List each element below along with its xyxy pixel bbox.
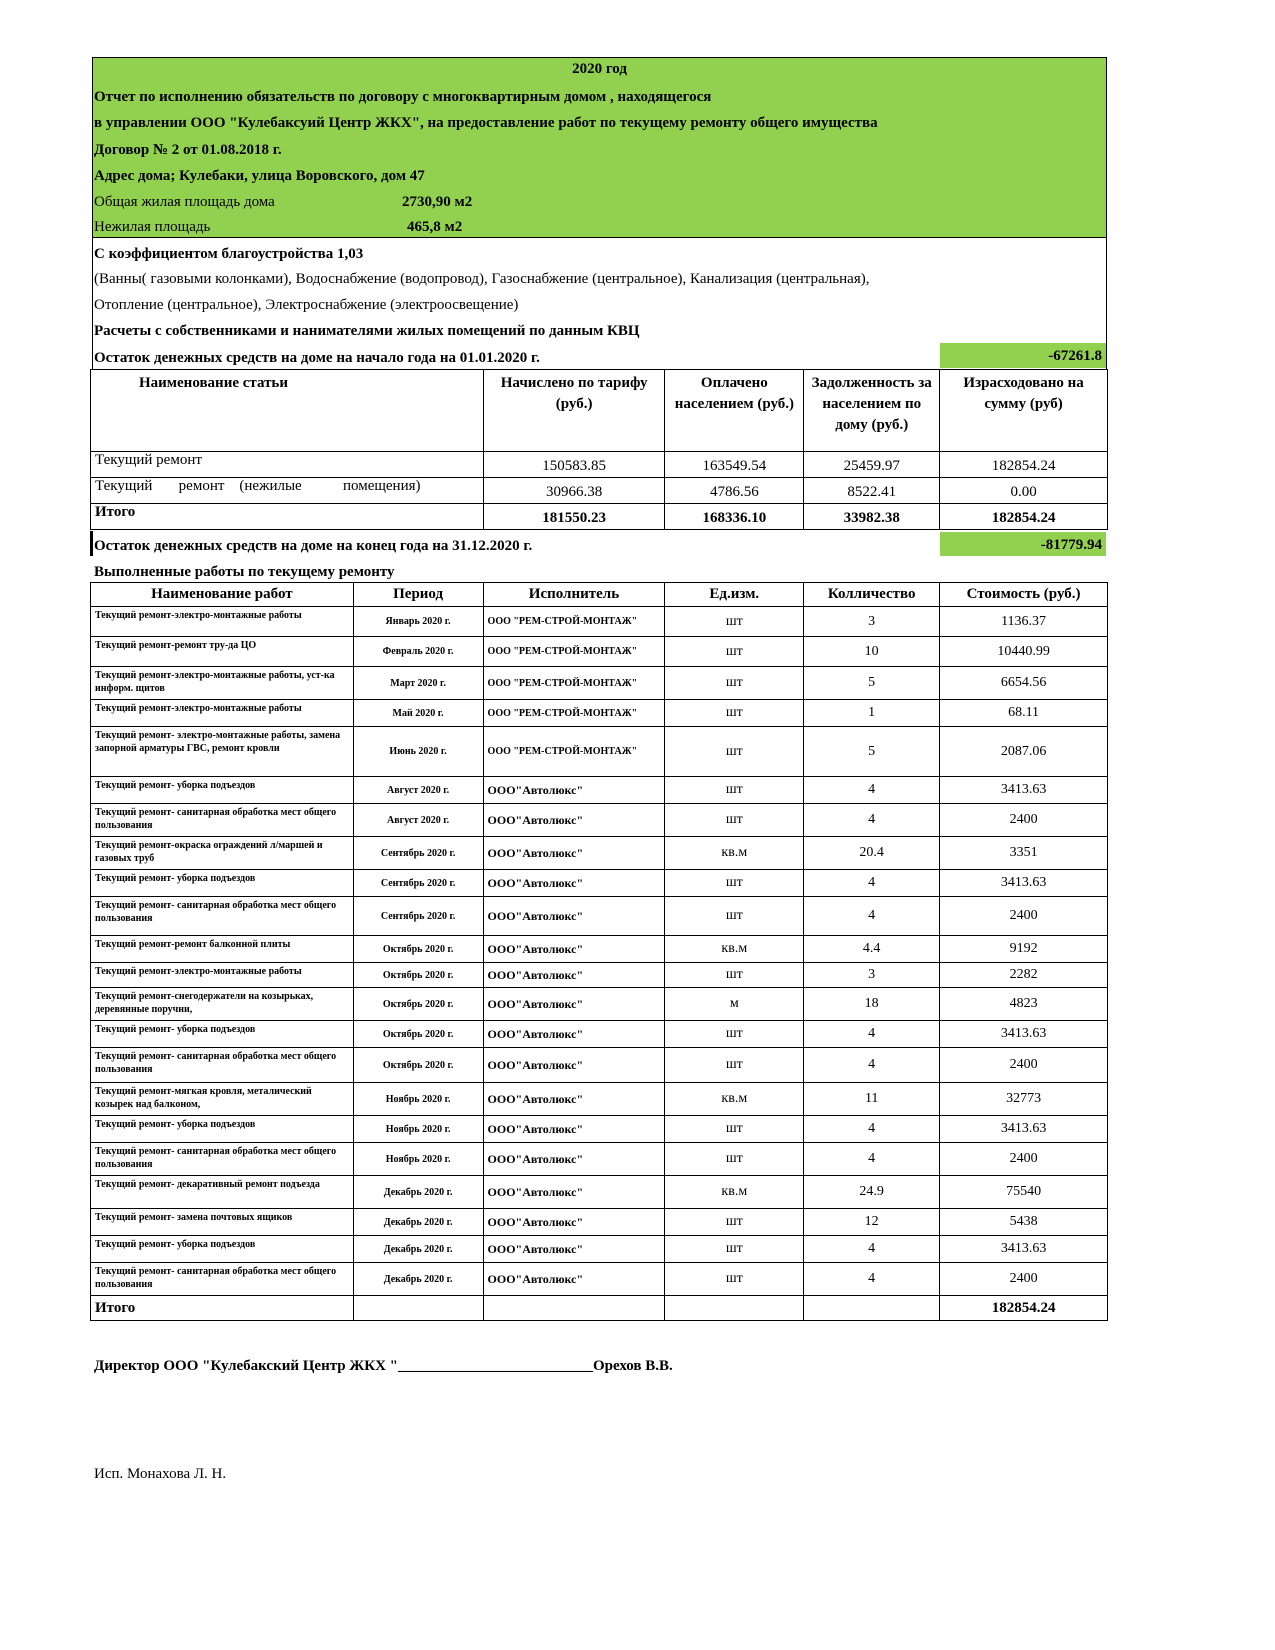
- works-row-cost: 2282: [940, 963, 1108, 988]
- works-row-executor: ООО "РЕМ-СТРОЙ-МОНТАЖ": [483, 637, 665, 667]
- works-row-qty: 4: [804, 777, 940, 804]
- works-row-name: Текущий ремонт- санитарная обработка мест общего пользования: [91, 897, 354, 936]
- finance-total-charged: 181550.23: [483, 504, 665, 530]
- works-row-cost: 68.11: [940, 700, 1108, 727]
- works-row-period: Январь 2020 г.: [353, 607, 483, 637]
- works-row: [91, 1083, 1108, 1116]
- works-row-period: Ноябрь 2020 г.: [353, 1083, 483, 1116]
- works-row-qty: 4.4: [804, 936, 940, 963]
- works-row-cost: 2087.06: [940, 727, 1108, 777]
- works-row-cost: 32773: [940, 1083, 1108, 1116]
- works-row: [91, 1263, 1108, 1296]
- works-total-empty: [804, 1296, 940, 1321]
- finance-total-paid: 168336.10: [665, 504, 804, 530]
- works-row-unit: шт: [665, 700, 804, 727]
- works-row-period: Март 2020 г.: [353, 667, 483, 700]
- works-row-executor: ООО "РЕМ-СТРОЙ-МОНТАЖ": [483, 727, 665, 777]
- works-total-empty: [483, 1296, 665, 1321]
- works-row-executor: ООО"Автолюкс": [483, 1116, 665, 1143]
- works-row-cost: 2400: [940, 804, 1108, 837]
- works-row-qty: 10: [804, 637, 940, 667]
- works-row-unit: шт: [665, 963, 804, 988]
- settlements-text: Расчеты с собственниками и нанимателями жилых помещений по данным КВЦ: [94, 323, 640, 339]
- works-row-executor: ООО"Автолюкс": [483, 1176, 665, 1209]
- amenities-line2: Отопление (центральное), Электроснабжение (электроосвещение): [94, 297, 519, 313]
- balance-end-value: -81779.94: [940, 532, 1106, 556]
- works-row-name: Текущий ремонт- уборка подъездов: [91, 1236, 354, 1263]
- works-row-name: Текущий ремонт- декаративный ремонт подъезда: [91, 1176, 354, 1209]
- works-row-executor: ООО"Автолюкс": [483, 1236, 665, 1263]
- works-row-unit: шт: [665, 1116, 804, 1143]
- works-row-unit: кв.м: [665, 837, 804, 870]
- works-row-cost: 3413.63: [940, 1116, 1108, 1143]
- works-row-executor: ООО"Автолюкс": [483, 988, 665, 1021]
- balance-end-label: Остаток денежных средств на доме на конец года на 31.12.2020 г.: [94, 538, 533, 554]
- works-row-unit: шт: [665, 1263, 804, 1296]
- works-row: [91, 1143, 1108, 1176]
- works-row-period: Май 2020 г.: [353, 700, 483, 727]
- works-row-unit: шт: [665, 1236, 804, 1263]
- works-row-cost: 10440.99: [940, 637, 1108, 667]
- works-row-qty: 24.9: [804, 1176, 940, 1209]
- works-row-name: Текущий ремонт-окраска ограждений л/маршей и газовых труб: [91, 837, 354, 870]
- director-signature: Директор ООО "Кулебакский Центр ЖКХ "__________________________Орехов В.В.: [94, 1358, 673, 1374]
- works-row-cost: 4823: [940, 988, 1108, 1021]
- works-row-cost: 2400: [940, 1143, 1108, 1176]
- works-row-cost: 1136.37: [940, 607, 1108, 637]
- works-row-cost: 3413.63: [940, 1236, 1108, 1263]
- works-row-qty: 3: [804, 607, 940, 637]
- works-row-period: Сентябрь 2020 г.: [353, 897, 483, 936]
- works-row-period: Февраль 2020 г.: [353, 637, 483, 667]
- works-row-executor: ООО"Автолюкс": [483, 963, 665, 988]
- works-row-period: Июнь 2020 г.: [353, 727, 483, 777]
- works-row-unit: м: [665, 988, 804, 1021]
- works-row: [91, 1116, 1108, 1143]
- finance-col-paid: Оплачено населением (руб.): [665, 370, 804, 452]
- works-row-unit: шт: [665, 870, 804, 897]
- works-col-qty: Колличество: [804, 583, 940, 607]
- works-row-qty: 4: [804, 1263, 940, 1296]
- finance-col-charged: Начислено по тарифу (руб.): [483, 370, 665, 452]
- works-row-name: Текущий ремонт- санитарная обработка мест общего пользования: [91, 1143, 354, 1176]
- works-col-name: Наименование работ: [91, 583, 354, 607]
- works-row-cost: 2400: [940, 1263, 1108, 1296]
- works-row-unit: шт: [665, 727, 804, 777]
- works-row-qty: 4: [804, 1048, 940, 1083]
- works-row-qty: 1: [804, 700, 940, 727]
- works-row: [91, 1209, 1108, 1236]
- works-row-qty: 4: [804, 870, 940, 897]
- works-row-cost: 3351: [940, 837, 1108, 870]
- works-row-cost: 5438: [940, 1209, 1108, 1236]
- finance-row: [91, 452, 1108, 478]
- house-address: Адрес дома; Кулебаки, улица Воровского, дом 47: [94, 168, 425, 184]
- works-row: [91, 936, 1108, 963]
- works-row-unit: кв.м: [665, 936, 804, 963]
- works-row-name: Текущий ремонт- уборка подъездов: [91, 777, 354, 804]
- works-row-executor: ООО"Автолюкс": [483, 804, 665, 837]
- works-row: [91, 837, 1108, 870]
- amenities-line1: (Ванны( газовыми колонками), Водоснабжение (водопровод), Газоснабжение (центральное), Канализация (центральная),: [94, 271, 870, 287]
- works-row-executor: ООО"Автолюкс": [483, 1048, 665, 1083]
- finance-row-paid: 163549.54: [665, 452, 804, 478]
- works-row-period: Декабрь 2020 г.: [353, 1236, 483, 1263]
- works-row: [91, 1176, 1108, 1209]
- works-row-period: Ноябрь 2020 г.: [353, 1116, 483, 1143]
- works-col-period: Период: [353, 583, 483, 607]
- living-area-label: Общая жилая площадь дома: [94, 194, 275, 210]
- works-row-unit: кв.м: [665, 1176, 804, 1209]
- works-row-unit: шт: [665, 1209, 804, 1236]
- works-row-qty: 4: [804, 1116, 940, 1143]
- works-title: Выполненные работы по текущему ремонту: [94, 564, 395, 580]
- works-row-unit: шт: [665, 1021, 804, 1048]
- works-total-label: Итого: [91, 1296, 354, 1321]
- works-row-executor: ООО"Автолюкс": [483, 1143, 665, 1176]
- works-row-cost: 3413.63: [940, 870, 1108, 897]
- works-row-name: Текущий ремонт- замена почтовых ящиков: [91, 1209, 354, 1236]
- works-row-unit: шт: [665, 637, 804, 667]
- finance-col-name: Наименование статьи: [91, 370, 484, 452]
- works-row-unit: шт: [665, 607, 804, 637]
- works-row-name: Текущий ремонт-электро-монтажные работы: [91, 963, 354, 988]
- works-total-row: [91, 1296, 1108, 1321]
- works-row-executor: ООО"Автолюкс": [483, 1083, 665, 1116]
- works-row-executor: ООО"Автолюкс": [483, 897, 665, 936]
- works-row-qty: 5: [804, 727, 940, 777]
- works-row-qty: 4: [804, 1021, 940, 1048]
- works-row-name: Текущий ремонт- санитарная обработка мест общего пользования: [91, 1263, 354, 1296]
- living-area-value: 2730,90 м2: [402, 194, 473, 210]
- works-row-period: Октябрь 2020 г.: [353, 988, 483, 1021]
- works-row: [91, 1048, 1108, 1083]
- finance-table: [90, 369, 1108, 530]
- works-row: [91, 637, 1108, 667]
- finance-row-charged: 30966.38: [483, 478, 665, 504]
- works-row-period: Сентябрь 2020 г.: [353, 870, 483, 897]
- works-row-name: Текущий ремонт- уборка подъездов: [91, 1116, 354, 1143]
- works-row-cost: 9192: [940, 936, 1108, 963]
- works-row-qty: 20.4: [804, 837, 940, 870]
- works-row-period: Август 2020 г.: [353, 777, 483, 804]
- works-row-executor: ООО"Автолюкс": [483, 1021, 665, 1048]
- works-row-name: Текущий ремонт- санитарная обработка мест общего пользования: [91, 804, 354, 837]
- works-row-unit: шт: [665, 777, 804, 804]
- report-title-line2: в управлении ООО "Кулебаксуий Центр ЖКХ", на предоставление работ по текущему ремонту общего имущества: [94, 115, 878, 131]
- finance-col-spent: Израсходовано на сумму (руб): [940, 370, 1108, 452]
- works-row: [91, 777, 1108, 804]
- finance-row-name: Текущий ремонт: [91, 452, 484, 478]
- works-row-name: Текущий ремонт- уборка подъездов: [91, 870, 354, 897]
- works-header-row: [91, 583, 1108, 607]
- finance-total-debt: 33982.38: [804, 504, 940, 530]
- works-row-name: Текущий ремонт-мягкая кровля, металический козырек над балконом,: [91, 1083, 354, 1116]
- works-row-cost: 3413.63: [940, 777, 1108, 804]
- works-row-cost: 6654.56: [940, 667, 1108, 700]
- works-row-executor: ООО"Автолюкс": [483, 777, 665, 804]
- works-total-empty: [665, 1296, 804, 1321]
- coefficient-text: С коэффициентом благоустройства 1,03: [94, 246, 364, 262]
- works-row: [91, 1021, 1108, 1048]
- contract-info: Договор № 2 от 01.08.2018 г.: [94, 142, 282, 158]
- works-row-executor: ООО"Автолюкс": [483, 936, 665, 963]
- works-row-unit: кв.м: [665, 1083, 804, 1116]
- works-row-qty: 12: [804, 1209, 940, 1236]
- finance-total-spent: 182854.24: [940, 504, 1108, 530]
- works-row-unit: шт: [665, 667, 804, 700]
- works-col-executor: Исполнитель: [483, 583, 665, 607]
- nonliving-area-label: Нежилая площадь: [94, 219, 211, 235]
- works-row-period: Декабрь 2020 г.: [353, 1209, 483, 1236]
- works-row-executor: ООО "РЕМ-СТРОЙ-МОНТАЖ": [483, 700, 665, 727]
- works-row-qty: 11: [804, 1083, 940, 1116]
- works-row: [91, 727, 1108, 777]
- finance-row-debt: 25459.97: [804, 452, 940, 478]
- finance-col-debt: Задолженность за населением по дому (руб.): [804, 370, 940, 452]
- works-row-qty: 18: [804, 988, 940, 1021]
- works-total-empty: [353, 1296, 483, 1321]
- works-row-cost: 2400: [940, 897, 1108, 936]
- works-row-period: Декабрь 2020 г.: [353, 1263, 483, 1296]
- works-row-cost: 2400: [940, 1048, 1108, 1083]
- works-row-name: Текущий ремонт-электро-монтажные работы: [91, 700, 354, 727]
- works-row-period: Август 2020 г.: [353, 804, 483, 837]
- finance-total-row: [91, 504, 1108, 530]
- works-row: [91, 607, 1108, 637]
- works-row: [91, 667, 1108, 700]
- finance-row: [91, 478, 1108, 504]
- works-row: [91, 870, 1108, 897]
- works-row-period: Октябрь 2020 г.: [353, 936, 483, 963]
- works-col-unit: Ед.изм.: [665, 583, 804, 607]
- works-row-executor: ООО "РЕМ-СТРОЙ-МОНТАЖ": [483, 607, 665, 637]
- works-row-executor: ООО"Автолюкс": [483, 837, 665, 870]
- works-row-qty: 5: [804, 667, 940, 700]
- report-year: 2020 год: [572, 61, 627, 77]
- works-row: [91, 804, 1108, 837]
- works-row: [91, 963, 1108, 988]
- finance-row-debt: 8522.41: [804, 478, 940, 504]
- works-row-period: Октябрь 2020 г.: [353, 1021, 483, 1048]
- works-row-name: Текущий ремонт-снегодержатели на козырьках, деревянные поручни,: [91, 988, 354, 1021]
- works-row: [91, 988, 1108, 1021]
- works-row-cost: 3413.63: [940, 1021, 1108, 1048]
- works-row-name: Текущий ремонт- санитарная обработка мест общего пользования: [91, 1048, 354, 1083]
- works-row-unit: шт: [665, 1048, 804, 1083]
- executor-name: Исп. Монахова Л. Н.: [94, 1466, 227, 1482]
- works-row-name: Текущий ремонт-электро-монтажные работы, уст-ка информ. щитов: [91, 667, 354, 700]
- works-row-executor: ООО"Автолюкс": [483, 1263, 665, 1296]
- works-row-period: Октябрь 2020 г.: [353, 963, 483, 988]
- report-title-line1: Отчет по исполнению обязательств по договору с многоквартирным домом , находящегося: [94, 89, 712, 105]
- finance-header-row: [91, 370, 1108, 452]
- works-row-period: Декабрь 2020 г.: [353, 1176, 483, 1209]
- works-row-period: Сентябрь 2020 г.: [353, 837, 483, 870]
- works-row-qty: 4: [804, 1143, 940, 1176]
- balance-start-label: Остаток денежных средств на доме на начало года на 01.01.2020 г.: [94, 350, 540, 366]
- works-row-unit: шт: [665, 897, 804, 936]
- nonliving-area-value: 465,8 м2: [407, 219, 463, 235]
- works-row-name: Текущий ремонт- электро-монтажные работы, замена запорной арматуры ГВС, ремонт кровли: [91, 727, 354, 777]
- finance-total-label: Итого: [91, 504, 484, 530]
- works-col-cost: Стоимость (руб.): [940, 583, 1108, 607]
- works-row-name: Текущий ремонт-ремонт балконной плиты: [91, 936, 354, 963]
- works-row-executor: ООО "РЕМ-СТРОЙ-МОНТАЖ": [483, 667, 665, 700]
- works-row-name: Текущий ремонт-ремонт тру-да ЦО: [91, 637, 354, 667]
- works-row-unit: шт: [665, 804, 804, 837]
- finance-row-name: Текущий ремонт (нежилые помещения): [91, 478, 484, 504]
- works-row: [91, 700, 1108, 727]
- works-row-name: Текущий ремонт- уборка подъездов: [91, 1021, 354, 1048]
- works-total-cost: 182854.24: [940, 1296, 1108, 1321]
- works-row-period: Октябрь 2020 г.: [353, 1048, 483, 1083]
- works-row-unit: шт: [665, 1143, 804, 1176]
- works-row-name: Текущий ремонт-электро-монтажные работы: [91, 607, 354, 637]
- works-row-qty: 3: [804, 963, 940, 988]
- works-table: [90, 582, 1108, 1321]
- balance-start-value: -67261.8: [940, 343, 1106, 368]
- works-row: [91, 1236, 1108, 1263]
- works-row-executor: ООО"Автолюкс": [483, 870, 665, 897]
- finance-row-paid: 4786.56: [665, 478, 804, 504]
- works-row-period: Ноябрь 2020 г.: [353, 1143, 483, 1176]
- works-row-cost: 75540: [940, 1176, 1108, 1209]
- works-row-qty: 4: [804, 1236, 940, 1263]
- finance-row-spent: 182854.24: [940, 452, 1108, 478]
- works-row-executor: ООО"Автолюкс": [483, 1209, 665, 1236]
- works-row-qty: 4: [804, 804, 940, 837]
- works-row-qty: 4: [804, 897, 940, 936]
- works-row: [91, 897, 1108, 936]
- finance-row-spent: 0.00: [940, 478, 1108, 504]
- finance-row-charged: 150583.85: [483, 452, 665, 478]
